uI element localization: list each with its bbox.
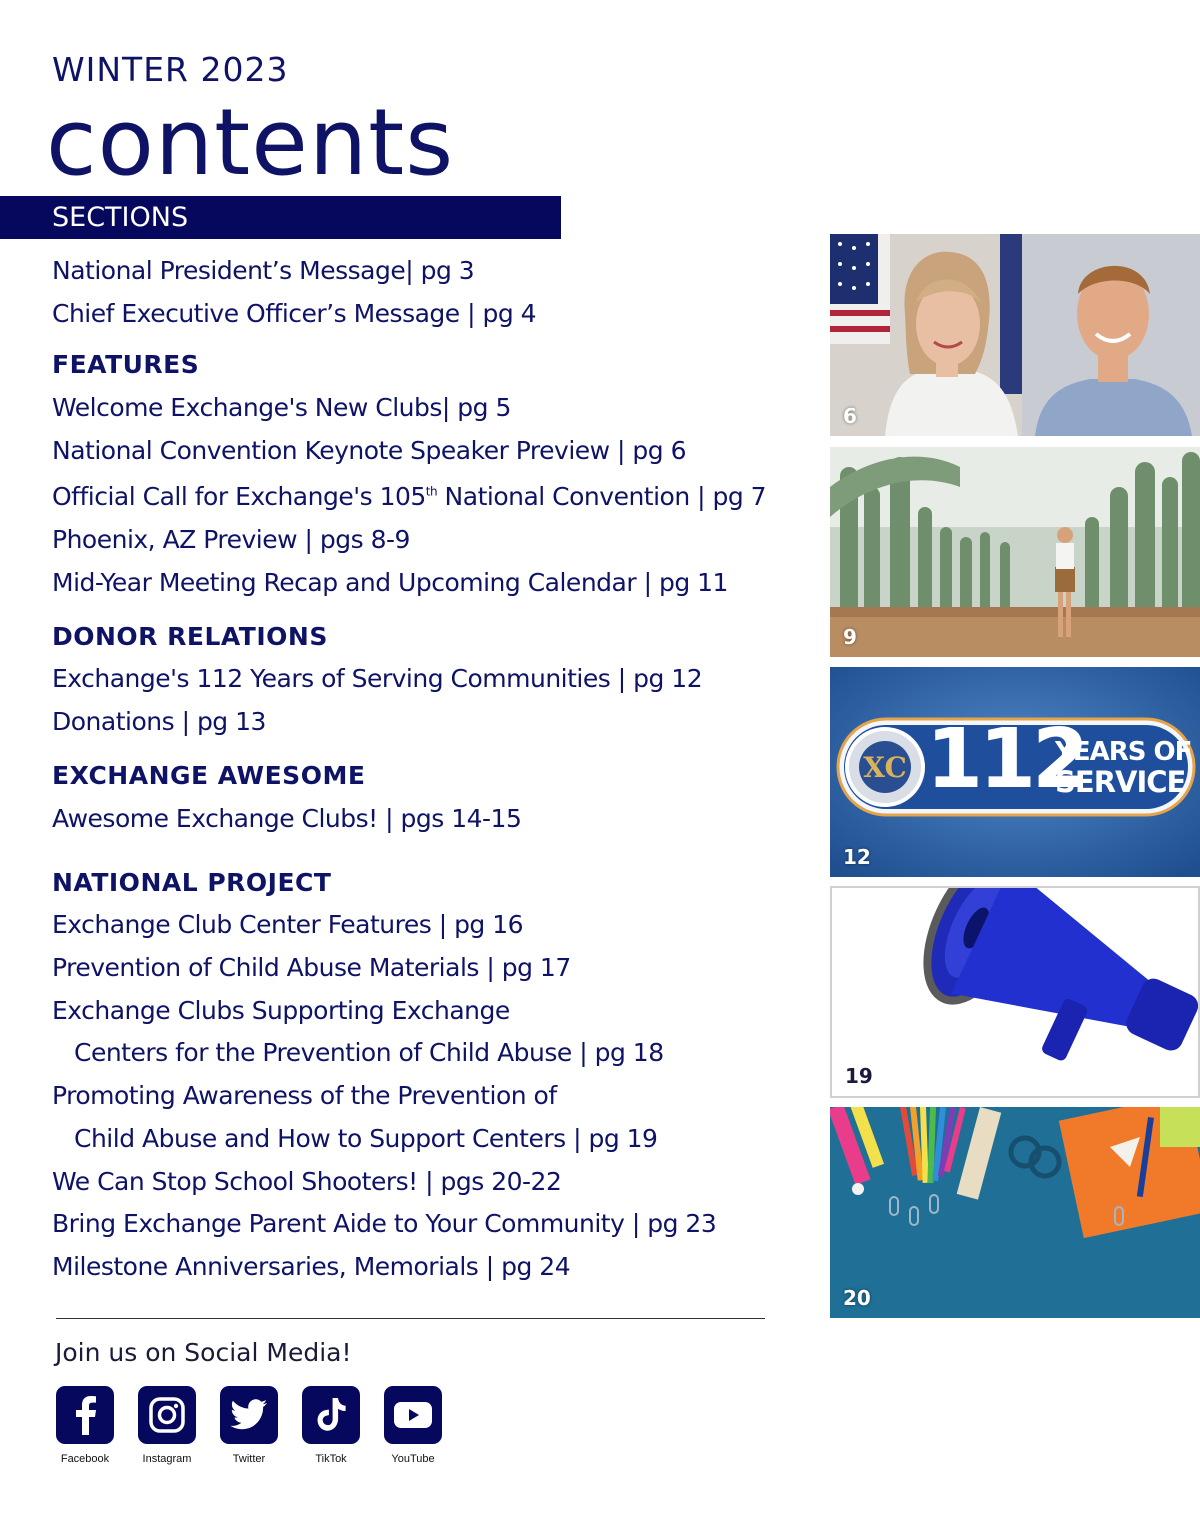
- photo-portraits: [830, 234, 1200, 436]
- twitter-icon: [220, 1386, 278, 1444]
- social-title: Join us on Social Media!: [55, 1338, 352, 1367]
- toc-entry[interactable]: Milestone Anniversaries, Memorials | pg 24: [52, 1252, 571, 1281]
- toc-entry[interactable]: Centers for the Prevention of Child Abuse | pg 18: [74, 1038, 664, 1067]
- toc-entry[interactable]: National Convention Keynote Speaker Preview | pg 6: [52, 436, 687, 465]
- social-label: YouTube: [391, 1453, 435, 1465]
- photo-school-supplies: [830, 1107, 1200, 1318]
- page-number-badge: 12: [843, 845, 871, 869]
- tiktok-link[interactable]: [301, 1386, 361, 1465]
- toc-entry[interactable]: Phoenix, AZ Preview | pgs 8-9: [52, 525, 410, 554]
- toc-entry[interactable]: Exchange's 112 Years of Serving Communities | pg 12: [52, 664, 703, 693]
- toc-entry[interactable]: [52, 482, 766, 511]
- page-number-badge: 19: [845, 1064, 873, 1088]
- toc-entry[interactable]: Mid-Year Meeting Recap and Upcoming Calendar | pg 11: [52, 568, 728, 597]
- badge-number: 112: [926, 712, 1086, 807]
- badge-line2: SERVICE: [1055, 765, 1186, 799]
- twitter-link[interactable]: [219, 1386, 279, 1465]
- facebook-link[interactable]: [55, 1386, 115, 1465]
- cactus-image: [830, 447, 1200, 657]
- youtube-icon: [384, 1386, 442, 1444]
- toc-entry[interactable]: Welcome Exchange's New Clubs| pg 5: [52, 393, 511, 422]
- badge-line1: YEARS OF: [1055, 737, 1192, 767]
- tiktok-icon: [302, 1386, 360, 1444]
- photo-cactus: [830, 447, 1200, 657]
- photo-112-years: [830, 667, 1200, 877]
- toc-entry[interactable]: Donations | pg 13: [52, 707, 266, 736]
- page-number-badge: 20: [843, 1286, 871, 1310]
- toc-entry[interactable]: Exchange Club Center Features | pg 16: [52, 910, 524, 939]
- instagram-link[interactable]: [137, 1386, 197, 1465]
- facebook-icon: [56, 1386, 114, 1444]
- section-heading-national-project: NATIONAL PROJECT: [52, 868, 332, 897]
- toc-entry[interactable]: Promoting Awareness of the Prevention of: [52, 1081, 557, 1110]
- toc-entry[interactable]: National President’s Message| pg 3: [52, 256, 475, 285]
- youtube-link[interactable]: [383, 1386, 443, 1465]
- entry-text: Official Call for Exchange's 105: [52, 482, 426, 511]
- section-heading-exchange-awesome: EXCHANGE AWESOME: [52, 761, 366, 790]
- school-supplies-image: [830, 1107, 1200, 1318]
- toc-entry[interactable]: Child Abuse and How to Support Centers | pg 19: [74, 1124, 658, 1153]
- toc-entry[interactable]: Bring Exchange Parent Aide to Your Community | pg 23: [52, 1209, 717, 1238]
- social-label: Twitter: [232, 1453, 266, 1465]
- photo-megaphone: [830, 886, 1200, 1098]
- entry-text: National Convention | pg 7: [437, 482, 767, 511]
- toc-entry[interactable]: We Can Stop School Shooters! | pgs 20-22: [52, 1167, 562, 1196]
- toc-entry[interactable]: Chief Executive Officer’s Message | pg 4: [52, 299, 537, 328]
- page-title: contents: [46, 89, 455, 196]
- section-heading-donor-relations: DONOR RELATIONS: [52, 622, 328, 651]
- sections-label: SECTIONS: [52, 202, 189, 233]
- portraits-image: [830, 234, 1200, 436]
- seal-x: XC: [863, 751, 907, 784]
- page-number-badge: 9: [843, 625, 857, 649]
- social-label: TikTok: [315, 1453, 347, 1465]
- toc-entry[interactable]: Awesome Exchange Clubs! | pgs 14-15: [52, 804, 522, 833]
- season-label: WINTER 2023: [52, 50, 289, 89]
- sections-bar: [0, 196, 561, 239]
- divider: [56, 1318, 765, 1319]
- entry-superscript: th: [425, 484, 438, 499]
- social-label: Facebook: [60, 1453, 110, 1465]
- section-heading-features: FEATURES: [52, 350, 200, 379]
- instagram-icon: [138, 1386, 196, 1444]
- social-label: Instagram: [142, 1453, 192, 1465]
- toc-entry[interactable]: Exchange Clubs Supporting Exchange: [52, 996, 510, 1025]
- toc-entry[interactable]: Prevention of Child Abuse Materials | pg 17: [52, 953, 571, 982]
- page-number-badge: 6: [843, 404, 857, 428]
- megaphone-icon: [832, 888, 1198, 1096]
